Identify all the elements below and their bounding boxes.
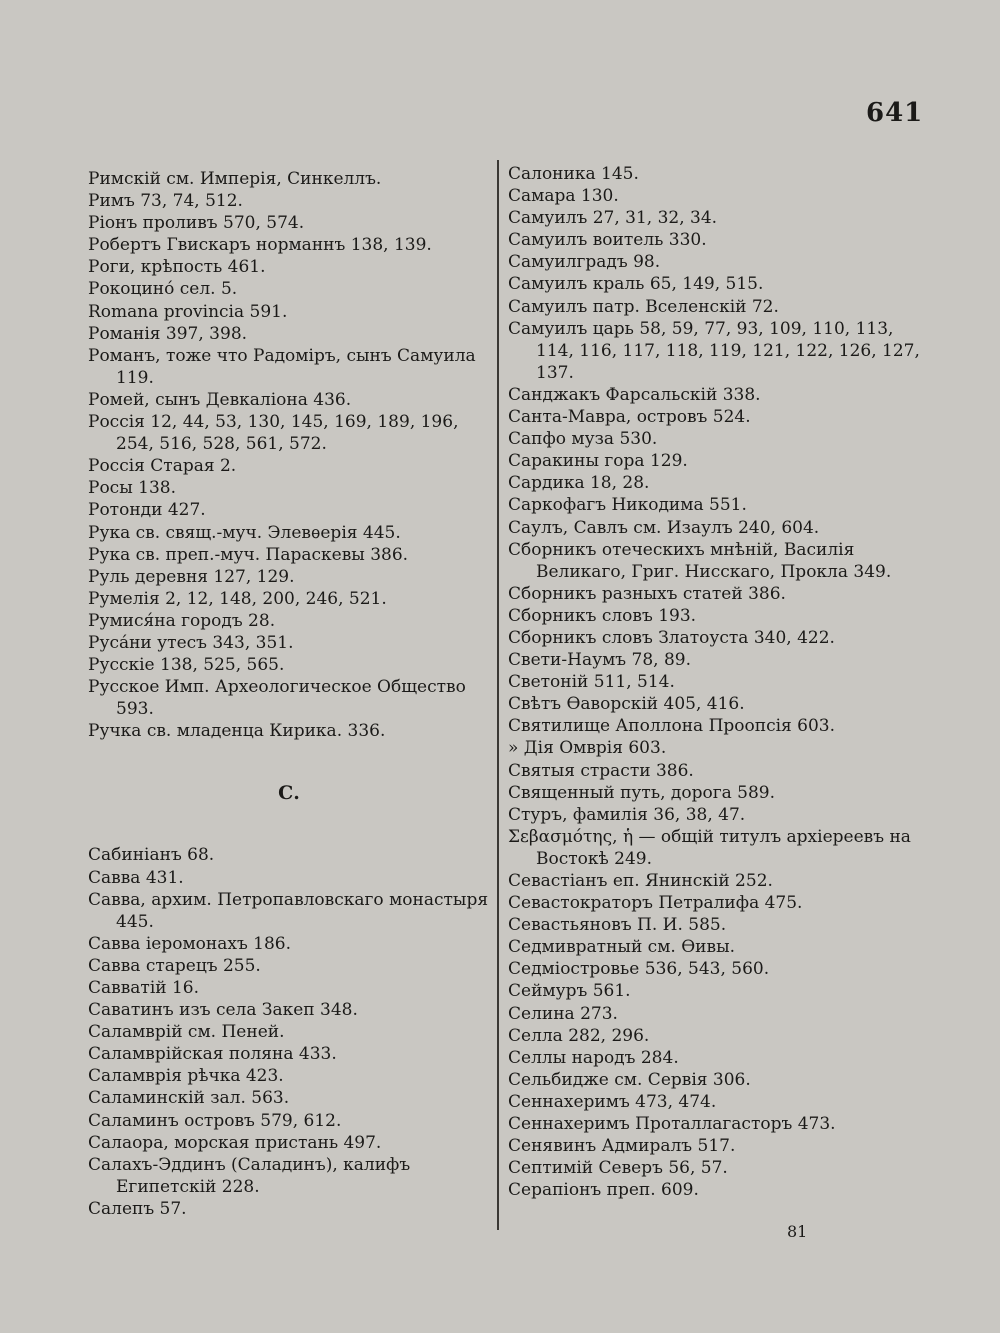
index-entry: Савва іеромонахъ 186. — [88, 933, 292, 954]
index-entry: Савва, архим. Петропавловскаго монастыря 445. — [88, 889, 489, 932]
index-entry: Селлы народъ 284. — [508, 1047, 679, 1068]
index-entry: Россія Старая 2. — [88, 456, 237, 477]
index-entry: Севастьяновъ П. И. 585. — [508, 915, 727, 936]
index-entry: Серапіонъ преп. 609. — [508, 1180, 699, 1201]
page-number: 641 — [866, 98, 924, 128]
index-entry: Римъ 73, 74, 512. — [88, 191, 243, 212]
index-entry: Санджакъ Фарсальскій 338. — [508, 384, 761, 405]
index-entry: Стуръ, фамилія 36, 38, 47. — [508, 804, 746, 825]
index-entry: Росы 138. — [88, 478, 176, 499]
index-entry: Робертъ Гвискаръ норманнъ 138, 139. — [88, 235, 432, 256]
index-entry: Священный путь, дорога 589. — [508, 782, 776, 803]
index-entry: Руль деревня 127, 129. — [88, 566, 295, 587]
index-entry: Саламврія рѣчка 423. — [88, 1066, 284, 1087]
index-entry: Седміостровье 536, 543, 560. — [508, 959, 770, 980]
index-entry: Салаора, морская пристань 497. — [88, 1132, 382, 1153]
index-entry: Ромей, сынъ Девкаліона 436. — [88, 389, 352, 410]
index-entry: Рука св. преп.-муч. Параскевы 386. — [88, 544, 409, 565]
index-entry: Санта-Мавра, островъ 524. — [508, 407, 751, 428]
index-entry: Саламврійская поляна 433. — [88, 1044, 337, 1065]
index-entry: Сапфо муза 530. — [508, 429, 658, 450]
index-entry: Святыя страсти 386. — [508, 760, 694, 781]
index-entry: Ручка св. младенца Кирика. 336. — [88, 721, 386, 742]
index-entry: Romana provincia 591. — [88, 301, 288, 322]
index-entry: Рокоцино́ сел. 5. — [88, 279, 238, 300]
index-entry: Ріонъ проливъ 570, 574. — [88, 213, 305, 234]
index-entry: Русское Имп. Археологическое Общество 593. — [88, 677, 466, 720]
index-entry: Сеймуръ 561. — [508, 981, 631, 1002]
index-entry: Самуилградъ 98. — [508, 252, 661, 273]
index-entry: Сборникъ словъ 193. — [508, 605, 697, 626]
index-entry: Саламинъ островъ 579, 612. — [88, 1110, 342, 1131]
index-entry: Савва 431. — [88, 867, 184, 888]
index-entry: Самуилъ краль 65, 149, 515. — [508, 274, 764, 295]
index-entry: Самуилъ патр. Вселенскій 72. — [508, 296, 779, 317]
index-entry: Свѣтъ Ѳаворскій 405, 416. — [508, 694, 745, 715]
index-entry: Σεβασμότης, ἡ — общій титулъ архіереевъ на Востокѣ 249. — [508, 826, 911, 869]
index-entry: Роги, крѣпость 461. — [88, 257, 266, 278]
left-entries-top — [88, 168, 490, 742]
index-entry: Савватій 16. — [88, 978, 200, 998]
index-entry: Самуилъ царь 58, 59, 77, 93, 109, 110, 113, 114, 116, 117, 118, 119, 121, 122, 126, 127, 137. — [508, 318, 920, 383]
index-entry: Романъ, тоже что Радоміръ, сынъ Самуила 119. — [88, 345, 476, 388]
index-entry: Сабиніанъ 68. — [88, 845, 215, 866]
index-entry: Сельбидже см. Сервія 306. — [508, 1069, 751, 1090]
right-column — [508, 163, 920, 1201]
index-entry: Свети-Наумъ 78, 89. — [508, 650, 691, 671]
index-entry: Светоній 511, 514. — [508, 672, 675, 693]
index-entry: Севастократоръ Петралифа 475. — [508, 893, 803, 914]
index-entry: Сборникъ словъ Златоуста 340, 422. — [508, 627, 835, 648]
index-entry: » Дія Омврія 603. — [508, 738, 667, 759]
index-entry: Севастіанъ еп. Янинскій 252. — [508, 871, 773, 891]
column-divider — [497, 160, 499, 1230]
index-entry: Саламинскій зал. 563. — [88, 1088, 290, 1109]
index-entry: Салепъ 57. — [88, 1198, 187, 1219]
index-entry: Саламврій см. Пеней. — [88, 1022, 285, 1043]
index-entry: Селина 273. — [508, 1003, 618, 1024]
index-entry: Рука св. свящ.-муч. Элевѳерія 445. — [88, 522, 401, 543]
index-entry: Саулъ, Савлъ см. Изаулъ 240, 604. — [508, 517, 820, 538]
index-entry: Ротонди 427. — [88, 500, 206, 521]
index-entry: Святилище Аполлона Проопсія 603. — [508, 716, 836, 737]
index-entry: Сенявинъ Адмиралъ 517. — [508, 1136, 736, 1157]
index-entry: Сардика 18, 28. — [508, 473, 650, 494]
index-entry: Сеннахеримъ 473, 474. — [508, 1091, 717, 1112]
index-entry: Самара 130. — [508, 186, 619, 207]
index-entry: Саватинъ изъ села Закеп 348. — [88, 1000, 358, 1021]
index-entry: Русскіе 138, 525, 565. — [88, 655, 285, 676]
index-entry: Селла 282, 296. — [508, 1025, 650, 1046]
index-entry: Романія 397, 398. — [88, 323, 248, 344]
index-entry: Сеннахеримъ Проталлагасторъ 473. — [508, 1114, 836, 1135]
index-entry: Самуилъ 27, 31, 32, 34. — [508, 208, 718, 229]
signature-mark: 81 — [787, 1222, 808, 1241]
left-entries-bottom — [88, 844, 490, 1220]
index-entry: Салоника 145. — [508, 164, 639, 184]
section-heading: С. — [278, 782, 300, 805]
left-column — [88, 168, 490, 1220]
index-entry: Савва старецъ 255. — [88, 955, 261, 976]
index-entry: Седмивратный см. Ѳивы. — [508, 937, 736, 958]
index-entry: Руса́ни утесъ 343, 351. — [88, 632, 294, 653]
index-entry: Септимій Северъ 56, 57. — [508, 1158, 728, 1179]
index-entry: Румися́на городъ 28. — [88, 610, 276, 631]
index-entry: Саркофагъ Никодима 551. — [508, 495, 747, 516]
index-entry: Саракины гора 129. — [508, 451, 688, 472]
index-entry: Римскій см. Имперія, Синкеллъ. — [88, 169, 382, 189]
index-entry: Румелія 2, 12, 148, 200, 246, 521. — [88, 588, 387, 609]
section-gap — [88, 742, 490, 772]
right-entries — [508, 163, 920, 1201]
index-entry: Сборникъ разныхъ статей 386. — [508, 583, 786, 604]
index-entry: Самуилъ воитель 330. — [508, 230, 707, 251]
index-entry: Сборникъ отеческихъ мнѣній, Василія Великаго, Григ. Нисскаго, Прокла 349. — [508, 539, 892, 582]
index-entry: Россія 12, 44, 53, 130, 145, 169, 189, 196, 254, 516, 528, 561, 572. — [88, 412, 459, 455]
index-entry: Салахъ-Эддинъ (Саладинъ), калифъ Египетскій 228. — [88, 1154, 411, 1197]
